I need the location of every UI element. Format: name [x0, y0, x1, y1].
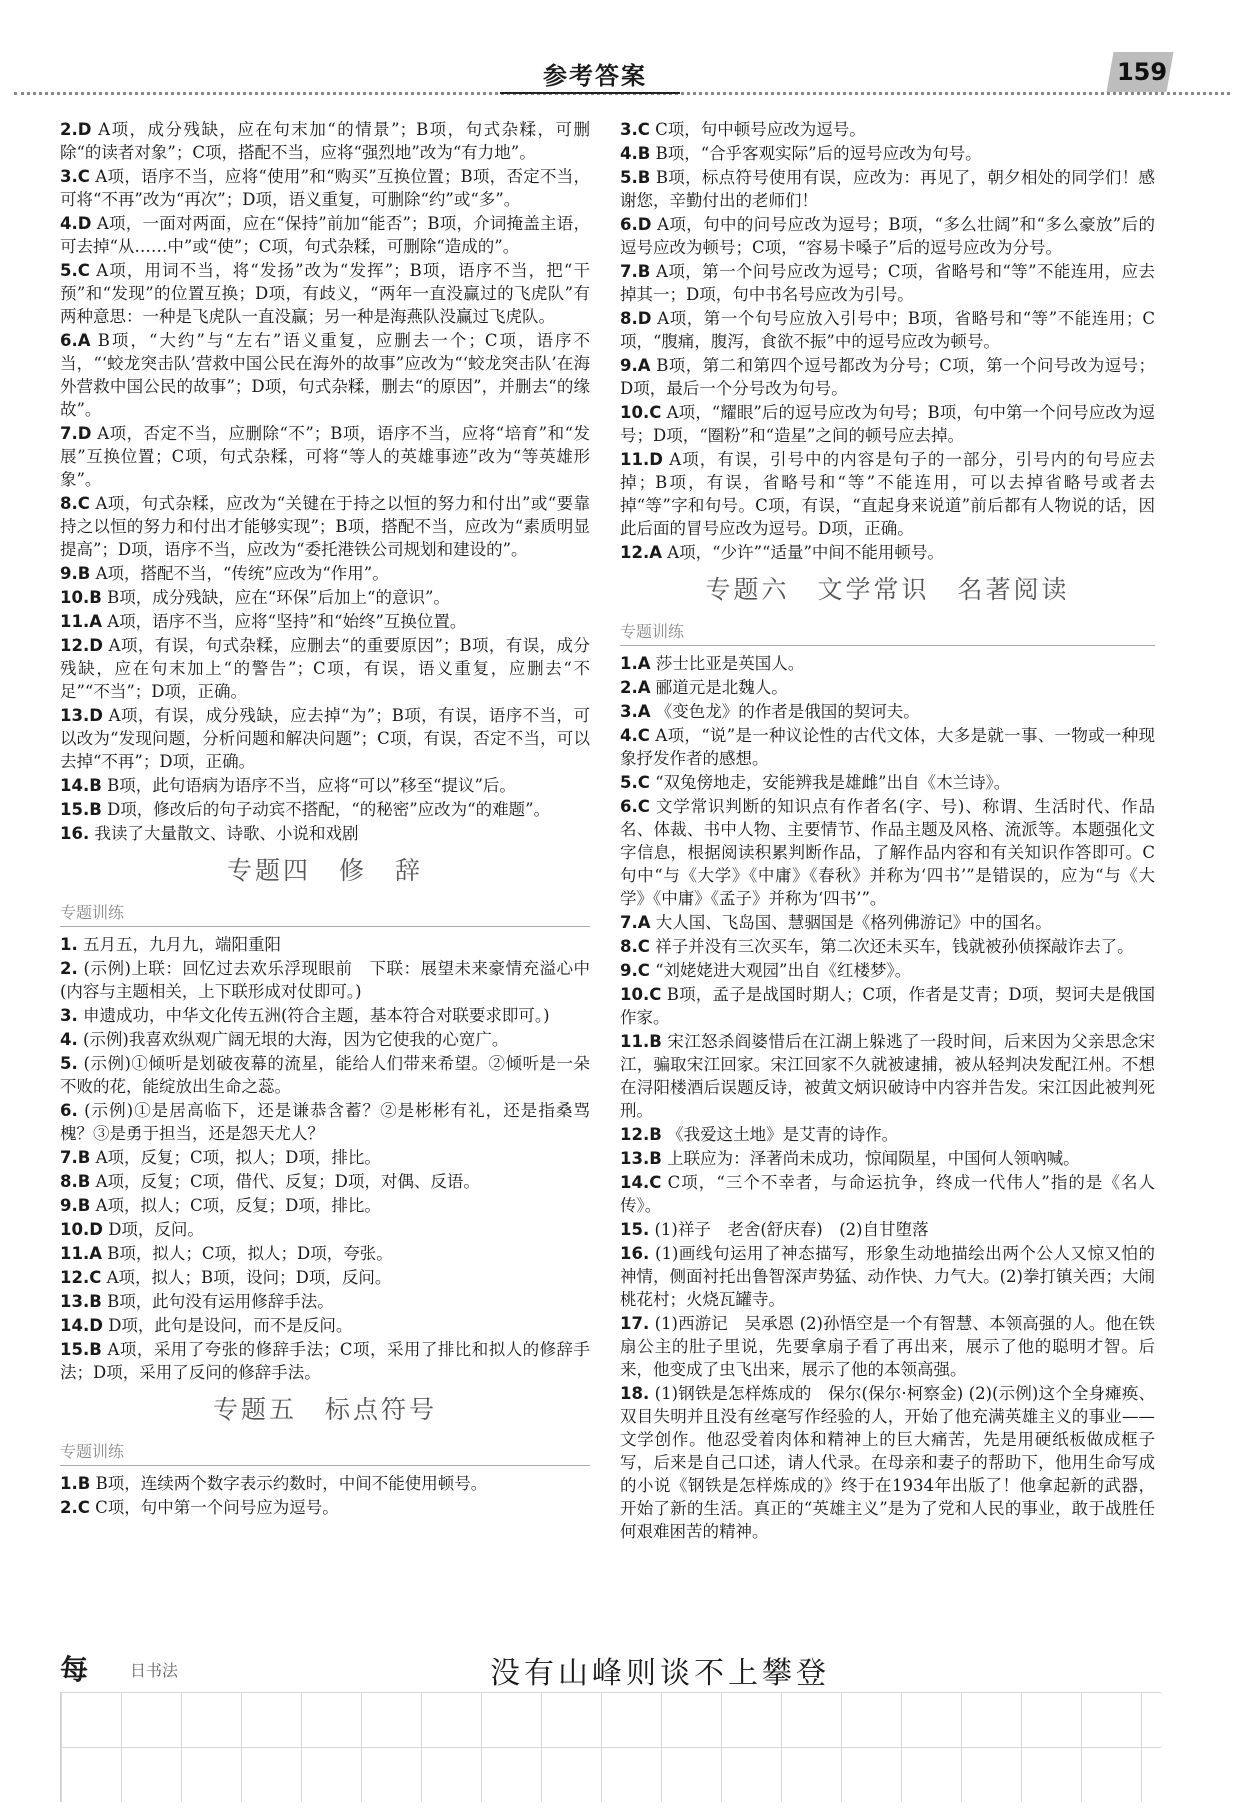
- training-label: 专题训练: [60, 1440, 590, 1466]
- answer-text: B项，第二和第四个逗号都改为分号；C项，第一个问号改为逗号；D项，最后一个分号改为句号。: [620, 356, 1156, 398]
- answer-number: 2.: [60, 959, 78, 978]
- answer-item: [60, 1170, 590, 1193]
- right-column: [620, 118, 1155, 1544]
- answer-text: A项，搭配不当，“传统”应改为“作用”。: [95, 564, 389, 583]
- header-title: 参考答案: [543, 62, 647, 90]
- answer-item: [620, 541, 1155, 564]
- answer-number: 3.: [60, 1006, 78, 1025]
- answer-item: [60, 933, 590, 956]
- answer-text: B项，孟子是战国时期人；C项，作者是艾青；D项，契诃夫是俄国作家。: [620, 985, 1155, 1027]
- answer-item: [620, 448, 1155, 540]
- answer-text: “刘姥姥进大观园”出自《红楼梦》。: [655, 961, 912, 980]
- answer-item: [60, 1099, 590, 1145]
- answer-item: [60, 165, 590, 211]
- answer-number: 10.C: [620, 403, 662, 422]
- answer-number: 12.A: [620, 543, 662, 562]
- answer-number: 10.B: [60, 588, 102, 607]
- answer-text: D项，修改后的句子动宾不搭配，“的秘密”应改为“的难题”。: [107, 800, 551, 819]
- answer-text: 大人国、飞岛国、慧骃国是《格列佛游记》中的国名。: [655, 913, 1052, 932]
- answer-text: B项，此句没有运用修辞手法。: [107, 1292, 334, 1311]
- answer-text: A项，反复；C项，借代、反复；D项，对偶、反语。: [95, 1172, 480, 1191]
- answer-number: 11.B: [620, 1032, 662, 1051]
- answer-text: B项，标点符号使用有误，应改为：再见了，朝夕相处的同学们！感谢您，辛勤付出的老师们！: [620, 168, 1155, 210]
- answer-number: 15.B: [60, 800, 102, 819]
- left-column: [60, 118, 590, 1520]
- answer-text: A项，语序不当，应将“使用”和“购买”互换位置；B项，否定不当，可将“不再”改为“再次”；D项，语义重复，可删除“约”或“多”。: [60, 167, 590, 209]
- answer-number: 8.D: [620, 309, 652, 328]
- handwriting-grid: [60, 1692, 1161, 1802]
- answer-text: 莎士比亚是英国人。: [655, 654, 805, 673]
- answer-item: [60, 259, 590, 328]
- answer-item: [620, 1147, 1155, 1170]
- footer-brand: 每: [60, 1653, 89, 1686]
- answer-number: 4.C: [620, 726, 650, 745]
- answer-text: C项，“三个不幸者，与命运抗争，终成一代伟人”指的是《名人传》。: [620, 1173, 1155, 1215]
- answer-number: 12.C: [60, 1268, 102, 1287]
- answer-number: 13.B: [620, 1149, 662, 1168]
- answer-number: 3.C: [60, 167, 90, 186]
- answer-text: A项，句式杂糅，应改为“关键在于持之以恒的努力和付出”或“要靠持之以恒的努力和付出才能够实现”；B项，搭配不当，应改为“素质明显提高”；D项，语序不当，应改为“委托港铁公司规划和建设的”。: [60, 494, 590, 559]
- header-title-underline: [500, 92, 680, 94]
- answer-text: B项，此句语病为语序不当，应将“可以”移至“提议”后。: [107, 776, 516, 795]
- answer-text: (示例)我喜欢纵观广阔无垠的大海，因为它使我的心宽广。: [83, 1030, 509, 1049]
- answer-number: 14.C: [620, 1173, 662, 1192]
- answer-number: 10.C: [620, 985, 662, 1004]
- answer-text: B项，“大约”与“左右”语义重复，应删去一个；C项，语序不当，“‘蛟龙突击队’营救中国公民在海外的故事”应改为“‘蛟龙突击队’在海外营救中国公民的故事”；D项，句式杂糅，删去“的原因”，并删去“的缘故”。: [60, 331, 590, 419]
- section-title: 专题五 标点符号: [212, 1395, 437, 1424]
- answer-item: [620, 724, 1155, 770]
- answer-text: A项，有误，句式杂糅，应删去“的重要原因”；B项，有误，成分残缺，应在句末加上“的警告”；C项，有误，语义重复，应删去“不足”“不当”；D项，正确。: [60, 636, 590, 701]
- answer-number: 6.D: [620, 215, 652, 234]
- answer-item: [60, 610, 590, 633]
- answer-text: (示例)①是居高临下，还是谦恭含蓄？②是彬彬有礼，还是指桑骂槐？③是勇于担当，还是怨天尤人？: [60, 1101, 591, 1143]
- answer-text: B项，连续两个数字表示约数时，中间不能使用顿号。: [95, 1474, 488, 1493]
- answer-text: A项，拟人；C项，反复；D项，排比。: [95, 1196, 381, 1215]
- answer-text: A项，否定不当，应删除“不”；B项，语序不当，应将“培育”和“发展”互换位置；C项，句式杂糅，可将“等人的英雄事迹”改为“等英雄形象”。: [60, 424, 590, 489]
- answer-text: A项，第一个句号应放入引号中；B项，省略号和“等”不能连用；C项，“腹痛，腹泻，食欲不振”中的逗号应改为顿号。: [620, 309, 1155, 351]
- answer-item: [620, 1030, 1155, 1122]
- answer-number: 11.A: [60, 612, 102, 631]
- answer-text: A项，句中的问号应改为逗号；B项，“多么壮阔”和“多么豪放”后的逗号应改为顿号；C项，“容易卡嗓子”后的逗号应改为分号。: [620, 215, 1155, 257]
- answer-text: A项，拟人；B项，设问；D项，反问。: [106, 1268, 392, 1287]
- answer-number: 9.B: [60, 564, 91, 583]
- answer-number: 1.B: [60, 1474, 91, 1493]
- answer-text: A项，有误，引号中的内容是句子的一部分，引号内的句号应去掉；B项，有误，省略号和“等”不能连用，可以去掉省略号或者去掉“等”字和句号。C项，有误，“直起身来说道”前后都有人物说的话，因此后面的冒号应改为逗号。D项，正确。: [620, 450, 1155, 538]
- answer-item: [620, 307, 1155, 353]
- answer-text: A项，一面对两面，应在“保持”前加“能否”；B项，介词掩盖主语，可去掉“从……中”或“使”；C项，句式杂糅，可删除“造成的”。: [60, 214, 590, 256]
- answer-text: B项，成分残缺，应在“环保”后加上“的意识”。: [107, 588, 450, 607]
- answer-item: [60, 798, 590, 821]
- answer-number: 13.B: [60, 1292, 102, 1311]
- answer-item: [60, 329, 590, 421]
- answer-number: 16.: [60, 824, 90, 843]
- answer-text: D项，反问。: [108, 1220, 204, 1239]
- answer-number: 13.D: [60, 706, 103, 725]
- answer-text: D项，此句是设问，而不是反问。: [108, 1316, 353, 1335]
- answer-number: 5.C: [60, 261, 90, 280]
- answer-number: 10.D: [60, 1220, 103, 1239]
- answer-number: 2.A: [620, 678, 651, 697]
- answer-text: C项，句中第一个问号应为逗号。: [95, 1498, 339, 1517]
- answer-item: [60, 1266, 590, 1289]
- answer-item: [60, 774, 590, 797]
- answer-item: [620, 1123, 1155, 1146]
- answer-item: [60, 492, 590, 561]
- answer-item: [620, 652, 1155, 675]
- answer-number: 11.A: [60, 1244, 102, 1263]
- answer-text: 《变色龙》的作者是俄国的契诃夫。: [655, 702, 920, 721]
- answer-item: [60, 1052, 590, 1098]
- answer-number: 11.D: [620, 450, 663, 469]
- answer-item: [60, 1028, 590, 1051]
- answer-text: A项，反复；C项，拟人；D项，排比。: [95, 1148, 381, 1167]
- answer-number: 15.: [620, 1220, 650, 1239]
- answer-number: 1.: [60, 935, 78, 954]
- answer-text: (1)画线句运用了神态描写，形象生动地描绘出两个公人又惊又怕的神情，侧面衬托出鲁智深声势猛、动作快、力气大。(2)拳打镇关西；大闹桃花村；火烧瓦罐寺。: [620, 1244, 1156, 1309]
- section-title: 专题六 文学常识 名著阅读: [705, 575, 1070, 604]
- answer-number: 2.C: [60, 1498, 90, 1517]
- answer-number: 1.A: [620, 654, 651, 673]
- answer-number: 9.C: [620, 961, 650, 980]
- answer-text: 《我爱这土地》是艾青的诗作。: [667, 1125, 899, 1144]
- answer-text: B项，“合乎客观实际”后的逗号应改为句号。: [655, 144, 982, 163]
- answer-number: 8.C: [60, 494, 90, 513]
- answer-item: [60, 957, 590, 1003]
- answer-number: 12.D: [60, 636, 103, 655]
- answer-item: [60, 1194, 590, 1217]
- answer-item: [620, 260, 1155, 306]
- answer-number: 17.: [620, 1314, 650, 1333]
- answer-item: [60, 1472, 590, 1495]
- answer-number: 14.B: [60, 776, 102, 795]
- answer-number: 4.: [60, 1030, 78, 1049]
- answer-text: 文学常识判断的知识点有作者名(字、号)、称谓、生活时代、作品名、体裁、书中人物、主要情节、作品主题及风格、流派等。本题强化文字信息，根据阅读积累判断作品，了解作品内容和有关知识作答即可。C句中“与《大学》《中庸》《春秋》并称为‘四书’”是错误的，应为“与《大学》《中庸》《孟子》并称为‘四书’”。: [620, 797, 1156, 908]
- answer-item: [620, 700, 1155, 723]
- answer-text: 郦道元是北魏人。: [655, 678, 788, 697]
- answer-item: [620, 166, 1155, 212]
- answer-item: [620, 354, 1155, 400]
- answer-item: [620, 1218, 1155, 1241]
- answer-text: 上联应为：泽著尚未成功，惊闻陨星，中国何人领吶喊。: [667, 1149, 1080, 1168]
- answer-text: 五月五，九月九，端阳重阳: [83, 935, 281, 954]
- answer-item: [620, 795, 1155, 910]
- answer-number: 6.A: [60, 331, 91, 350]
- answer-item: [620, 142, 1155, 165]
- answer-item: [60, 562, 590, 585]
- training-label: 专题训练: [620, 620, 1155, 646]
- answer-text: A项，用词不当，将“发扬”改为“发挥”；B项，语序不当，把“干预”和“发现”的位置互换；D项，有歧义，“两年一直没赢过的飞虎队”有两种意思：一种是飞虎队一直没赢；另一种是海燕队没赢过飞虎队。: [60, 261, 590, 326]
- answer-text: “双兔傍地走，安能辨我是雄雌”出自《木兰诗》。: [655, 773, 1011, 792]
- page-footer: [60, 1648, 1160, 1691]
- footer-motto: 没有山峰则谈不上攀登: [490, 1656, 830, 1691]
- answer-item: [60, 634, 590, 703]
- answer-number: 7.A: [620, 913, 651, 932]
- answer-item: [620, 771, 1155, 794]
- answer-number: 18.: [620, 1384, 650, 1403]
- answer-text: (1)祥子 老舍(舒庆春) (2)自甘堕落: [654, 1220, 929, 1239]
- answer-item: [620, 1242, 1155, 1311]
- answer-text: A项，有误，成分残缺，应去掉“为”；B项，有误，语序不当，可以改为“发现问题，分析问题和解决问题”；C项，有误，否定不当，可以去掉“不再”；D项，正确。: [60, 706, 590, 771]
- answer-item: [60, 212, 590, 258]
- answer-number: 9.B: [60, 1196, 91, 1215]
- answer-number: 12.B: [620, 1125, 662, 1144]
- answer-text: A项，成分残缺，应在句末加“的情景”；B项，句式杂糅，可删除“的读者对象”；C项，搭配不当，应将“强烈地”改为“有力地”。: [60, 120, 590, 162]
- answer-number: 8.C: [620, 937, 650, 956]
- answer-text: 宋江怒杀阎婆惜后在江湖上躲逃了一段时间，后来因为父亲思念宋江，骗取宋江回家。宋江回家不久就被逮捕，被从轻判决发配江州。不想在浔阳楼酒后误题反诗，被黄文炳识破诗中内容并告发。宋江因此被判死刑。: [620, 1032, 1156, 1120]
- answer-item: [620, 676, 1155, 699]
- answer-item: [60, 1314, 590, 1337]
- answer-text: C项，句中顿号应改为逗号。: [655, 120, 866, 139]
- answer-item: [620, 401, 1155, 447]
- answer-number: 14.D: [60, 1316, 103, 1335]
- answer-text: 申遗成功，中华文化传五洲(符合主题，基本符合对联要求即可。): [83, 1006, 550, 1025]
- answer-item: [620, 1382, 1155, 1543]
- answer-item: [60, 1004, 590, 1027]
- answer-item: [60, 118, 590, 164]
- answer-number: 5.: [60, 1054, 78, 1073]
- answer-text: (示例)①倾听是划破夜幕的流星，能给人们带来希望。②倾听是一朵不败的花，能绽放出生命之蕊。: [60, 1054, 590, 1096]
- answer-text: 祥子并没有三次买车，第二次还未买车，钱就被孙侦探敲诈去了。: [655, 937, 1134, 956]
- answer-item: [60, 1338, 590, 1384]
- answer-text: 我读了大量散文、诗歌、小说和戏剧: [94, 824, 359, 843]
- section-title: 专题四 修 辞: [226, 856, 423, 885]
- answer-number: 4.D: [60, 214, 92, 233]
- answer-text: (1)钢铁是怎样炼成的 保尔(保尔·柯察金) (2)(示例)这个全身瘫痪、双目失明并且没有丝毫写作经验的人，开始了他充满英雄主义的事业——文学创作。他忍受着肉体和精神上的巨大痛苦，先是用硬纸板做成框子写，后来是自己口述，请人代录。在母亲和妻子的帮助下，他用生命写成的小说《钢铁是怎样炼成的》终于在1934年出版了！他拿起新的武器，开始了新的生活。真正的“英雄主义”是为了党和人民的事业，敢于战胜任何艰难困苦的精神。: [620, 1384, 1156, 1541]
- answer-number: 6.C: [620, 797, 650, 816]
- answer-number: 7.B: [620, 262, 651, 281]
- page-number: 159: [1116, 58, 1168, 86]
- answer-number: 9.A: [620, 356, 651, 375]
- answer-item: [620, 983, 1155, 1029]
- answer-item: [60, 1496, 590, 1519]
- answer-number: 5.B: [620, 168, 651, 187]
- answer-item: [620, 118, 1155, 141]
- answer-number: 4.B: [620, 144, 651, 163]
- answer-item: [60, 822, 590, 845]
- answer-item: [620, 1312, 1155, 1381]
- answer-item: [620, 1171, 1155, 1217]
- answer-text: (1)西游记 吴承恩 (2)孙悟空是一个有智慧、本领高强的人。他在铁扇公主的肚子里说，先要拿扇子看了再出来，展示了他的聪明才智。后来，他变成了虫飞出来，展示了他的本领高强。: [620, 1314, 1155, 1379]
- answer-text: A项，第一个问号应改为逗号；C项，省略号和“等”不能连用，应去掉其一；D项，句中书名号应改为引号。: [620, 262, 1155, 304]
- answer-item: [60, 1218, 590, 1241]
- answer-item: [60, 1242, 590, 1265]
- answer-number: 15.B: [60, 1340, 102, 1359]
- answer-number: 3.C: [620, 120, 650, 139]
- answer-item: [60, 422, 590, 491]
- answer-item: [620, 213, 1155, 259]
- answer-item: [60, 704, 590, 773]
- answer-item: [620, 911, 1155, 934]
- answer-number: 16.: [620, 1244, 650, 1263]
- answer-number: 5.C: [620, 773, 650, 792]
- answer-text: A项，采用了夸张的修辞手法；C项，采用了排比和拟人的修辞手法；D项，采用了反问的修辞手法。: [60, 1340, 591, 1382]
- answer-text: A项，“耀眼”后的逗号应改为句号；B项，句中第一个问号应改为逗号；D项，“圈粉”和“造星”之间的顿号应去掉。: [620, 403, 1155, 445]
- answer-number: 8.B: [60, 1172, 91, 1191]
- answer-text: B项，拟人；C项，拟人；D项，夸张。: [107, 1244, 393, 1263]
- answer-number: 7.B: [60, 1148, 91, 1167]
- answer-number: 6.: [60, 1101, 78, 1120]
- answer-item: [620, 935, 1155, 958]
- answer-text: A项，“说”是一种议论性的古代文体，大多是就一事、一物或一种现象抒发作者的感想。: [620, 726, 1155, 768]
- answer-text: A项，语序不当，应将“坚持”和“始终”互换位置。: [107, 612, 467, 631]
- answer-item: [620, 959, 1155, 982]
- answer-item: [60, 586, 590, 609]
- training-label: 专题训练: [60, 901, 590, 927]
- answer-number: 3.A: [620, 702, 651, 721]
- answer-item: [60, 1146, 590, 1169]
- answer-number: 7.D: [60, 424, 92, 443]
- answer-number: 2.D: [60, 120, 92, 139]
- footer-brand-sub: 日书法: [130, 1661, 179, 1680]
- answer-text: A项，“少许”“适量”中间不能用顿号。: [667, 543, 944, 562]
- answer-text: (示例)上联：回忆过去欢乐浮现眼前 下联：展望未来豪情充溢心中(内容与主题相关，上下联形成对仗即可。): [60, 959, 590, 1001]
- answer-item: [60, 1290, 590, 1313]
- page-header: [0, 52, 1250, 112]
